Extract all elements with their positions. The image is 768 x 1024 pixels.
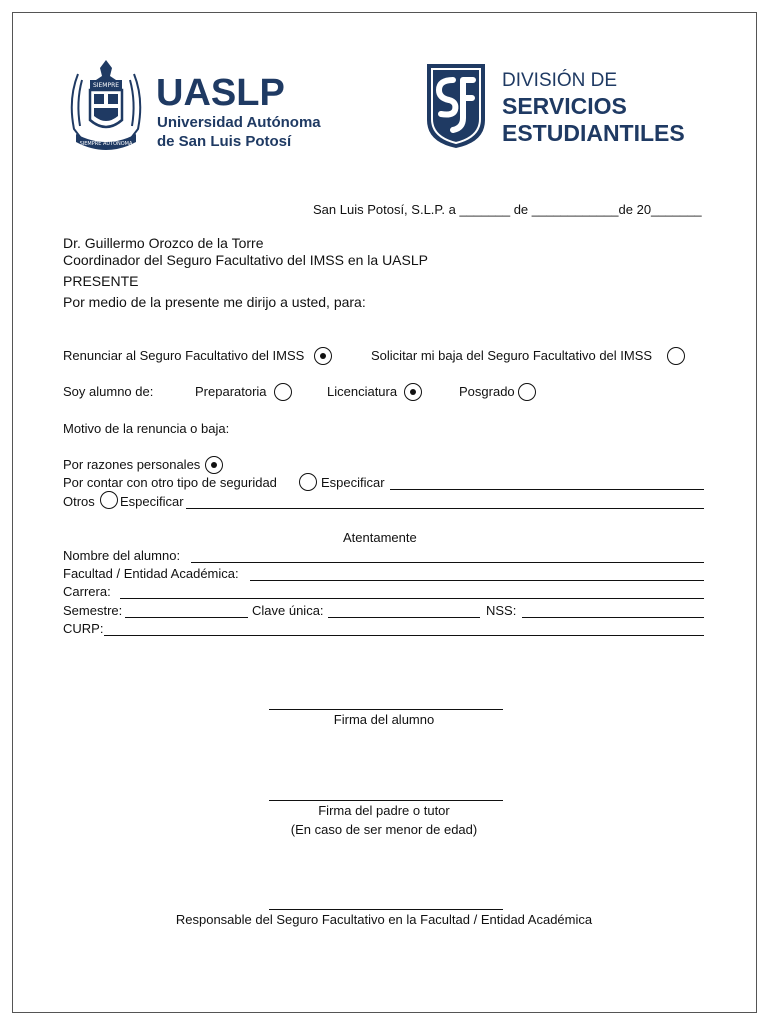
razones-label: Por razones personales [63,457,201,472]
responsable-label: Responsable del Seguro Facultativo en la Facultad / Entidad Académica [175,912,593,927]
soy-alumno-label: Soy alumno de: [63,384,154,399]
licenciatura-radio[interactable] [404,383,422,401]
uaslp-acronym: UASLP [156,72,285,114]
carrera-label: Carrera: [63,584,111,599]
otros-label: Otros [63,494,95,509]
date-line: San Luis Potosí, S.L.P. a _______ de ____________de 20_______ [313,202,702,217]
dse-line1: DIVISIÓN DE [502,70,618,91]
carrera-field[interactable] [120,598,704,599]
renunciar-radio[interactable] [314,347,332,365]
renunciar-label: Renunciar al Seguro Facultativo del IMSS [63,348,305,363]
dse-line3: ESTUDIANTILES [502,120,685,146]
facultad-label: Facultad / Entidad Académica: [63,566,239,581]
firma-padre-line[interactable] [269,800,503,801]
otro-tipo-radio[interactable] [299,473,317,491]
form-page [12,12,757,1013]
preparatoria-label: Preparatoria [195,384,267,399]
curp-label: CURP: [63,621,104,636]
firma-padre-label: Firma del padre o tutor [318,803,450,818]
intro-text: Por medio de la presente me dirijo a usted, para: [63,294,366,310]
razones-radio[interactable] [205,456,223,474]
nss-label: NSS: [486,603,517,618]
especificar-line-2[interactable] [186,508,704,509]
especificar-label-2: Especificar [120,494,184,509]
especificar-label-1: Especificar [321,475,385,490]
semestre-label: Semestre: [63,603,123,618]
responsable-line[interactable] [269,909,503,910]
recipient-name: Dr. Guillermo Orozco de la Torre [63,235,264,251]
clave-field[interactable] [328,617,480,618]
semestre-field[interactable] [125,617,248,618]
curp-field[interactable] [104,635,704,636]
baja-label: Solicitar mi baja del Seguro Facultativo del IMSS [371,348,653,363]
atentamente-label: Atentamente [343,530,417,545]
posgrado-radio[interactable] [518,383,536,401]
posgrado-label: Posgrado [459,384,515,399]
motivo-label: Motivo de la renuncia o baja: [63,421,230,436]
firma-alumno-label: Firma del alumno [333,712,435,727]
uaslp-seal-logo [64,54,148,158]
seal-motto-bottom: SIEMPRE AUTÓNOMA [79,141,133,147]
facultad-field[interactable] [250,580,704,581]
presente-label: PRESENTE [63,273,139,289]
dse-line2: SERVICIOS [502,93,627,119]
uaslp-name-line1: Universidad Autónoma [157,114,321,131]
especificar-line-1[interactable] [390,489,704,490]
dse-shield-logo [423,58,489,152]
nss-field[interactable] [522,617,704,618]
clave-label: Clave única: [252,603,324,618]
nombre-field[interactable] [191,562,704,563]
licenciatura-label: Licenciatura [327,384,398,399]
uaslp-name-line2: de San Luis Potosí [157,133,292,150]
recipient-role: Coordinador del Seguro Facultativo del IMSS en la UASLP [63,252,428,268]
firma-alumno-line[interactable] [269,709,503,710]
otro-tipo-label: Por contar con otro tipo de seguridad [63,475,277,490]
otros-radio[interactable] [100,491,118,509]
nombre-label: Nombre del alumno: [63,548,181,563]
baja-radio[interactable] [667,347,685,365]
preparatoria-radio[interactable] [274,383,292,401]
seal-motto-top: SIEMPRE [92,82,120,89]
firma-padre-note: (En caso de ser menor de edad) [290,822,478,837]
